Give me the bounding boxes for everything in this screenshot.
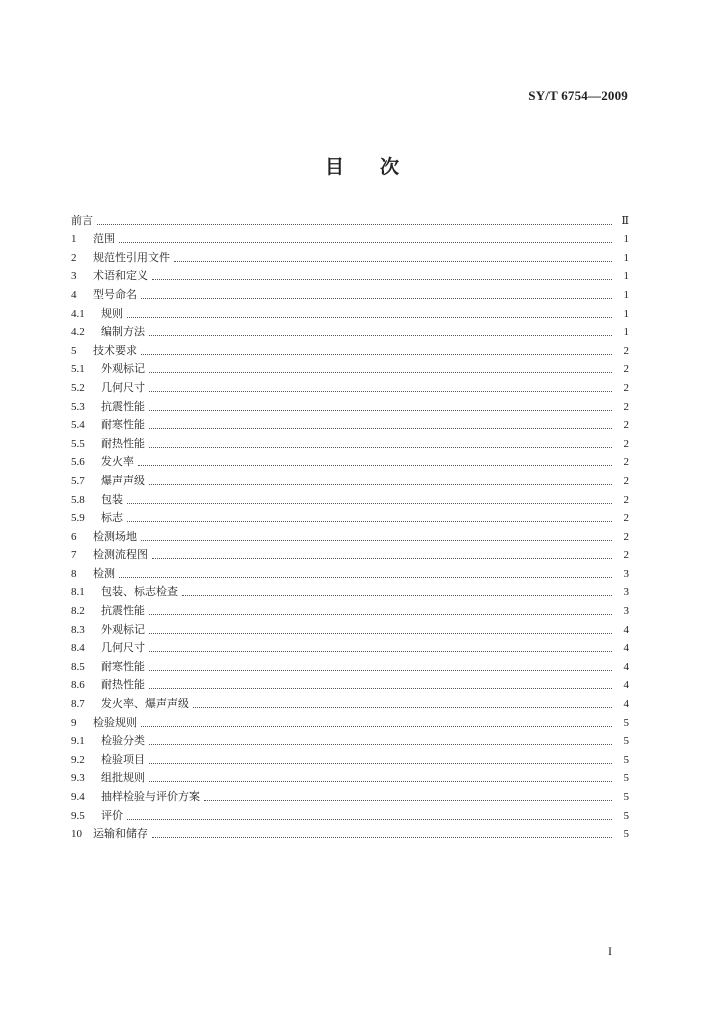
toc-entry-page: 2 — [623, 530, 629, 543]
toc-entry[interactable] — [71, 785, 629, 804]
toc-dot-leader — [141, 353, 612, 355]
toc-entry[interactable] — [71, 748, 629, 767]
toc-entry-number: 8.6 — [71, 679, 85, 692]
toc-dot-leader — [149, 669, 612, 671]
toc-entry[interactable] — [71, 228, 629, 247]
toc-entry-number: 9.5 — [71, 809, 85, 822]
toc-entry-number: 3 — [71, 270, 77, 283]
toc-entry-title: 规范性引用文件 — [93, 250, 170, 264]
toc-entry-title: 外观标记 — [101, 622, 145, 636]
toc-entry-title: 检测场地 — [93, 529, 137, 543]
toc-dot-leader — [149, 334, 612, 336]
toc-dot-leader — [149, 427, 612, 429]
toc-dot-leader — [141, 539, 612, 541]
toc-entry[interactable] — [71, 581, 629, 600]
toc-entry-title: 编制方法 — [101, 325, 145, 339]
toc-entry-number: 8.1 — [71, 586, 85, 599]
toc-entry[interactable] — [71, 414, 629, 433]
toc-entry-title: 几何尺寸 — [101, 641, 145, 655]
toc-entry-title: 标志 — [101, 511, 123, 525]
toc-dot-leader — [149, 743, 612, 745]
toc-entry-page: 4 — [623, 623, 629, 636]
toc-dot-leader — [152, 836, 612, 838]
toc-entry-page: 3 — [623, 567, 629, 580]
toc-entry-page: 5 — [623, 772, 629, 785]
toc-entry-number: 5.8 — [71, 493, 85, 506]
toc-entry[interactable] — [71, 618, 629, 637]
toc-entry-title: 几何尺寸 — [101, 380, 145, 394]
toc-entry-number: 8.4 — [71, 642, 85, 655]
toc-entry[interactable] — [71, 562, 629, 581]
toc-dot-leader — [119, 576, 612, 578]
toc-entry-title: 检验项目 — [101, 752, 145, 766]
toc-entry-number: 4.2 — [71, 326, 85, 339]
toc-entry-page: 5 — [623, 735, 629, 748]
toc-dot-leader — [149, 446, 612, 448]
toc-entry-title: 抗震性能 — [101, 399, 145, 413]
toc-entry-number: 7 — [71, 549, 77, 562]
toc-entry[interactable] — [71, 674, 629, 693]
toc-entry-page: 4 — [623, 642, 629, 655]
toc-entry[interactable] — [71, 507, 629, 526]
toc-entry[interactable] — [71, 823, 629, 842]
toc-entry-page: 5 — [623, 809, 629, 822]
toc-entry-number: 5.6 — [71, 456, 85, 469]
toc-entry-title: 术语和定义 — [93, 269, 148, 283]
toc-dot-leader — [149, 650, 612, 652]
toc-entry-number: 9.4 — [71, 791, 85, 803]
toc-entry[interactable] — [71, 767, 629, 786]
toc-entry-title: 范围 — [93, 232, 115, 246]
toc-entry-title: 抗震性能 — [101, 604, 145, 618]
toc-entry-number: 9.2 — [71, 753, 85, 766]
toc-entry[interactable] — [71, 339, 629, 358]
toc-entry-number: 5.5 — [71, 437, 85, 450]
toc-entry-title: 外观标记 — [101, 362, 145, 376]
toc-entry-number: 1 — [71, 233, 77, 246]
toc-entry[interactable] — [71, 321, 629, 340]
toc-entry-number: 5.1 — [71, 363, 85, 376]
page-title — [0, 152, 724, 179]
toc-entry-number: 9.3 — [71, 772, 85, 785]
toc-entry-page: 2 — [623, 456, 629, 469]
toc-dot-leader — [127, 818, 612, 820]
toc-entry[interactable] — [71, 637, 629, 656]
toc-entry-title: 检测流程图 — [93, 548, 148, 562]
toc-entry-page: 5 — [623, 716, 629, 729]
toc-entry-title: 耐寒性能 — [101, 659, 145, 673]
toc-dot-leader — [149, 390, 612, 392]
toc-dot-leader — [193, 706, 612, 708]
toc-entry-page: 4 — [623, 679, 629, 692]
toc-entry-number: 8.2 — [71, 605, 85, 618]
page-title-char-1: 目 — [324, 156, 344, 178]
toc-entry-number: 8.5 — [71, 660, 85, 673]
toc-dot-leader — [127, 520, 612, 522]
toc-entry[interactable] — [71, 283, 629, 302]
toc-entry-page: 5 — [623, 828, 629, 841]
toc-entry[interactable] — [71, 544, 629, 563]
toc-entry-page: 1 — [623, 307, 629, 320]
toc-dot-leader — [149, 483, 612, 485]
toc-entry[interactable] — [71, 265, 629, 284]
toc-entry-page: 2 — [623, 400, 629, 413]
toc-dot-leader — [149, 613, 612, 615]
toc-entry-page: 2 — [623, 344, 629, 357]
toc-entry-number: 5 — [71, 344, 77, 357]
toc-entry-page: 3 — [623, 586, 629, 599]
toc-entry-title: 包装 — [101, 492, 123, 506]
toc-dot-leader — [149, 632, 612, 634]
toc-dot-leader — [138, 464, 612, 466]
toc-entry-number: 4.1 — [71, 307, 85, 320]
toc-entry-page: 2 — [623, 363, 629, 376]
toc-entry[interactable] — [71, 488, 629, 507]
toc-entry-number: 9.1 — [71, 735, 85, 748]
toc-entry-number: 5.7 — [71, 474, 85, 487]
toc-entry-title: 组批规则 — [101, 771, 145, 785]
toc-entry[interactable] — [71, 302, 629, 321]
toc-entry-number: 9 — [71, 716, 77, 729]
toc-dot-leader — [149, 687, 612, 689]
toc-entry-page: 1 — [623, 270, 629, 283]
toc-entry[interactable] — [71, 358, 629, 377]
toc-entry-title: 检验规则 — [93, 715, 137, 729]
toc-entry-title: 规则 — [101, 306, 123, 320]
toc-entry-page: 1 — [623, 326, 629, 339]
toc-entry-title: 检测 — [93, 566, 115, 580]
toc-dot-leader — [149, 762, 612, 764]
toc-entry-page: 2 — [623, 437, 629, 450]
toc-entry-number: 2 — [71, 251, 77, 264]
toc-entry-page: 3 — [623, 605, 629, 618]
toc-entry[interactable] — [71, 209, 629, 228]
toc-entry-number: 8.7 — [71, 698, 85, 711]
toc-entry-page: 5 — [623, 753, 629, 766]
toc-entry-page: 2 — [623, 419, 629, 432]
toc-entry-number: 6 — [71, 530, 77, 543]
toc-dot-leader — [127, 316, 612, 318]
toc-entry[interactable] — [71, 525, 629, 544]
toc-entry[interactable] — [71, 711, 629, 730]
table-of-contents — [71, 209, 629, 841]
toc-entry-title: 型号命名 — [93, 287, 137, 301]
footer-page-number: I — [608, 944, 612, 958]
toc-entry-title: 爆声声级 — [101, 473, 145, 487]
toc-entry-number: 8.3 — [71, 623, 85, 636]
toc-dot-leader — [141, 725, 612, 727]
toc-dot-leader — [204, 799, 612, 801]
toc-entry-number: 5.3 — [71, 400, 85, 413]
toc-dot-leader — [119, 241, 612, 243]
toc-entry-number: 5.4 — [71, 419, 85, 432]
toc-entry-title: 评价 — [101, 808, 123, 822]
toc-entry[interactable] — [71, 432, 629, 451]
toc-entry-page: 2 — [623, 381, 629, 394]
toc-entry-page: 4 — [623, 698, 629, 711]
toc-dot-leader — [152, 557, 612, 559]
toc-entry-page: 2 — [623, 474, 629, 487]
toc-entry-page: 2 — [623, 493, 629, 506]
toc-entry-title: 耐热性能 — [101, 436, 145, 450]
toc-dot-leader — [152, 278, 612, 280]
toc-entry-page: 4 — [623, 660, 629, 673]
toc-entry-title: 抽样检验与评价方案 — [101, 790, 200, 803]
toc-entry-title: 发火率、爆声声级 — [101, 697, 189, 711]
toc-entry-title: 耐寒性能 — [101, 418, 145, 432]
toc-entry-number: 5.2 — [71, 381, 85, 394]
toc-dot-leader — [149, 409, 612, 411]
toc-entry-title: 包装、标志检查 — [101, 585, 178, 599]
toc-entry[interactable] — [71, 692, 629, 711]
toc-entry-number: 5.9 — [71, 512, 85, 525]
toc-entry[interactable] — [71, 376, 629, 395]
toc-entry-title: 发火率 — [101, 455, 134, 469]
toc-dot-leader — [149, 780, 612, 782]
toc-dot-leader — [97, 223, 612, 225]
toc-entry-page: 1 — [623, 233, 629, 246]
toc-entry[interactable] — [71, 246, 629, 265]
toc-entry-number: 4 — [71, 288, 77, 301]
toc-dot-leader — [149, 371, 612, 373]
toc-entry-page: 5 — [623, 791, 629, 803]
toc-entry-number: 8 — [71, 567, 77, 580]
toc-entry-page: 1 — [623, 251, 629, 264]
toc-dot-leader — [127, 502, 612, 504]
toc-entry-page: Ⅱ — [621, 214, 629, 227]
page-title-char-2: 次 — [380, 156, 400, 178]
toc-entry[interactable] — [71, 599, 629, 618]
toc-dot-leader — [182, 594, 612, 596]
toc-entry-title: 前言 — [71, 213, 93, 227]
standard-code: SY/T 6754—2009 — [528, 88, 628, 103]
toc-entry-title: 运输和储存 — [93, 827, 148, 841]
toc-entry[interactable] — [71, 804, 629, 823]
toc-entry-title: 检验分类 — [101, 734, 145, 748]
toc-entry[interactable] — [71, 469, 629, 488]
toc-entry-title: 耐热性能 — [101, 678, 145, 692]
toc-entry-page: 2 — [623, 549, 629, 562]
toc-entry[interactable] — [71, 395, 629, 414]
toc-entry-title: 技术要求 — [93, 343, 137, 357]
toc-dot-leader — [141, 297, 612, 299]
toc-entry[interactable] — [71, 451, 629, 470]
toc-dot-leader — [174, 260, 612, 262]
toc-entry-page: 2 — [623, 512, 629, 525]
toc-entry-number: 10 — [71, 828, 82, 841]
toc-entry[interactable] — [71, 730, 629, 749]
toc-entry[interactable] — [71, 655, 629, 674]
toc-entry-page: 1 — [623, 288, 629, 301]
